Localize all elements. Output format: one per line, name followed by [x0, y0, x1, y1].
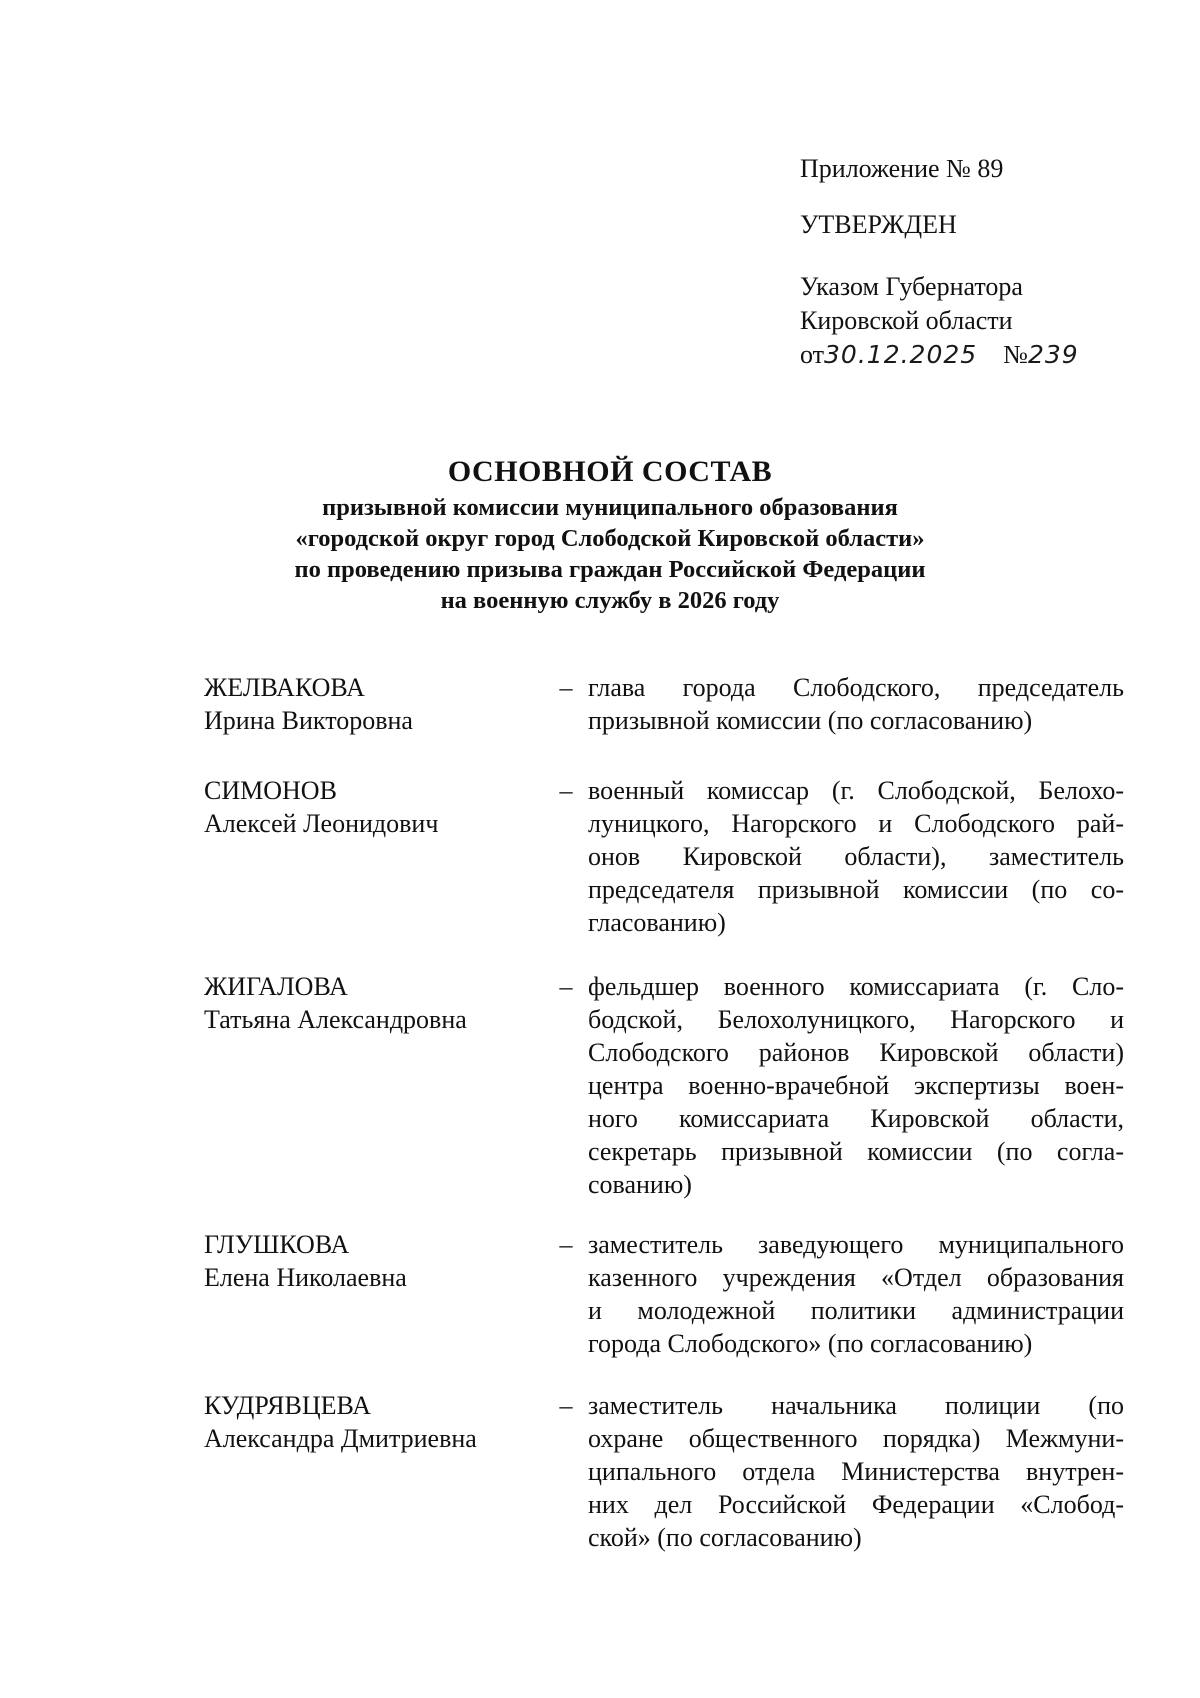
role-line: охране общественного порядка) Межмуни- [588, 1424, 1124, 1453]
member-name [204, 1228, 544, 1294]
member-dash: – [559, 673, 573, 702]
member-given-names: Ирина Викторовна [204, 706, 413, 735]
role-line: центра военно-врачебной экспертизы воен- [588, 1071, 1124, 1100]
member-surname: СИМОНОВ [204, 776, 337, 805]
title-line-4: на военную службу в 2026 году [440, 587, 780, 614]
role-line: сованию) [588, 1170, 692, 1199]
member-given-names: Алексей Леонидович [204, 809, 439, 838]
role-line: глава города Слободского, председатель [588, 673, 1124, 702]
member-role [588, 1389, 1124, 1554]
decree-date-line [800, 338, 1160, 372]
member-name [204, 774, 544, 840]
member-dash: – [559, 1391, 573, 1420]
member-dash: – [559, 1230, 573, 1259]
role-line: заместитель начальника полиции (по [588, 1391, 1124, 1420]
approval-block [800, 152, 1160, 372]
role-line: призывной комиссии (по согласованию) [588, 706, 1033, 735]
role-line: гласованию) [588, 908, 726, 937]
member-name [204, 970, 544, 1036]
member-dash: – [559, 776, 573, 805]
handwritten-number: 239 [1027, 340, 1079, 369]
title-line-2: «городской округ город Слободской Кировской области» [295, 525, 925, 552]
title-main: ОСНОВНОЙ СОСТАВ [447, 455, 773, 488]
approved-stamp-text: УТВЕРЖДЕН [800, 210, 957, 239]
title-line-3: по проведению призыва граждан Российской Федерации [294, 556, 926, 583]
member-surname: ЖИГАЛОВА [204, 972, 348, 1001]
appendix-number: Приложение № 89 [800, 154, 1004, 183]
role-line: ципального отдела Министерства внутрен- [588, 1457, 1124, 1486]
date-prefix: от [800, 340, 825, 369]
member-surname: КУДРЯВЦЕВА [204, 1391, 371, 1420]
role-line: бодской, Белохолуницкого, Нагорского и [588, 1005, 1124, 1034]
member-name [204, 671, 544, 737]
role-line: секретарь призывной комиссии (по согла- [588, 1137, 1124, 1166]
role-line: ской» (по согласованию) [588, 1523, 862, 1552]
role-line: заместитель заведующего муниципального [588, 1230, 1124, 1259]
role-line: онов Кировской области), заместитель [588, 842, 1124, 871]
number-prefix: № [1003, 340, 1028, 369]
role-line: луницкого, Нагорского и Слободского рай- [588, 809, 1124, 838]
title-line-1: призывной комиссии муниципального образования [322, 494, 898, 521]
role-line: Слободского районов Кировской области) [588, 1038, 1124, 1067]
member-role [588, 970, 1124, 1201]
member-role [588, 1228, 1124, 1360]
member-dash: – [559, 972, 573, 1001]
role-line: ного комиссариата Кировской области, [588, 1104, 1124, 1133]
role-line: города Слободского» (по согласованию) [588, 1329, 1033, 1358]
role-line: них дел Российской Федерации «Слобод- [588, 1490, 1124, 1519]
decree-line-2: Кировской области [800, 306, 1013, 335]
member-role [588, 774, 1124, 939]
decree-line-1: Указом Губернатора [800, 272, 1023, 301]
member-given-names: Александра Дмитриевна [204, 1424, 477, 1453]
role-line: фельдшер военного комиссариата (г. Сло- [588, 972, 1124, 1001]
member-role [588, 671, 1124, 737]
role-line: военный комиссар (г. Слободской, Белохо- [588, 776, 1124, 805]
role-line: казенного учреждения «Отдел образования [588, 1263, 1124, 1292]
handwritten-date: 30.12.2025 [824, 340, 978, 369]
role-line: и молодежной политики администрации [588, 1296, 1124, 1325]
role-line: председателя призывной комиссии (по со- [588, 875, 1124, 904]
document-title [200, 452, 1020, 616]
member-given-names: Татьяна Александровна [204, 1005, 467, 1034]
member-surname: ГЛУШКОВА [204, 1230, 350, 1259]
member-name [204, 1389, 544, 1455]
member-given-names: Елена Николаевна [204, 1263, 407, 1292]
member-surname: ЖЕЛВАКОВА [204, 673, 365, 702]
